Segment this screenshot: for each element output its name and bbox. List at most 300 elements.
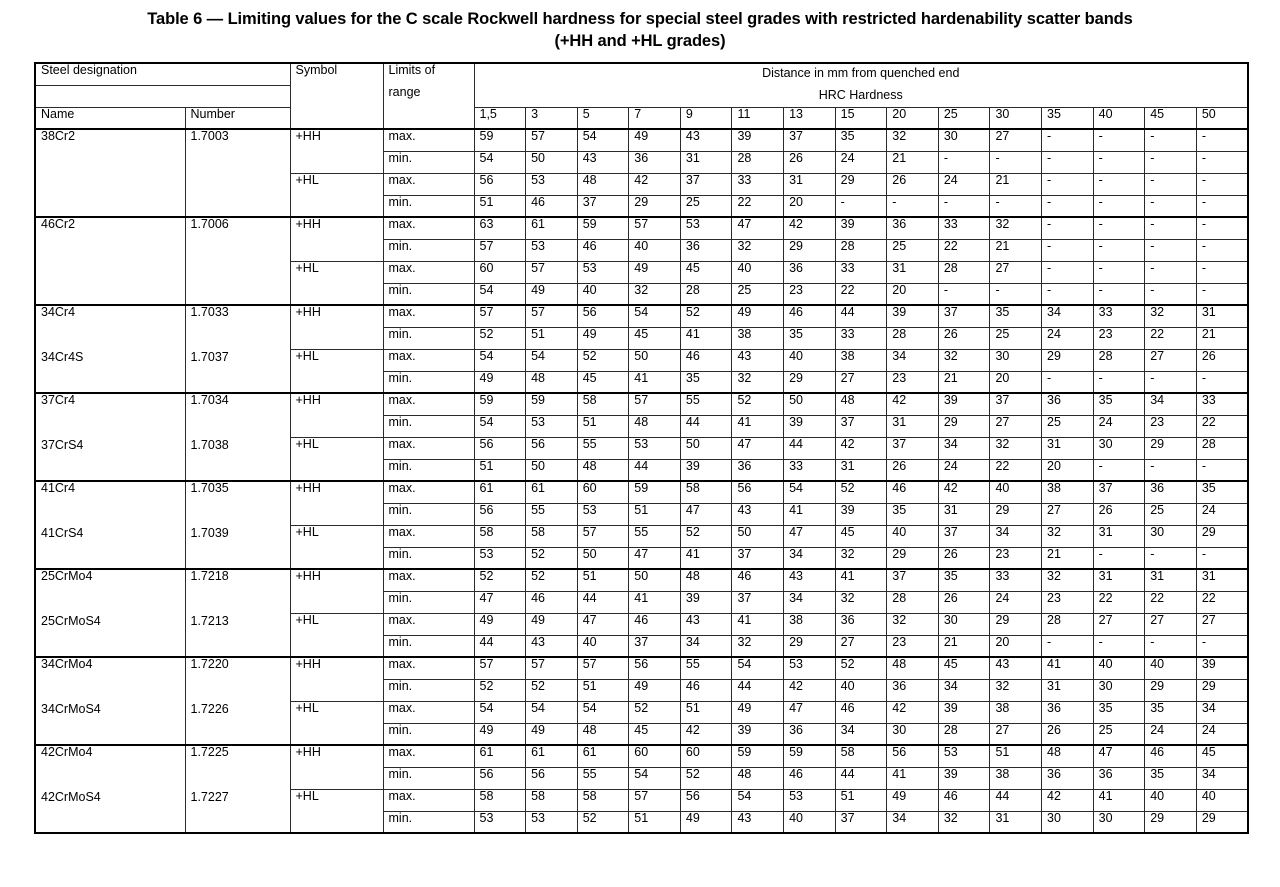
hrc-value-cell: 43 — [577, 151, 629, 173]
hrc-value-cell: - — [1093, 459, 1145, 481]
hrc-value-cell: 33 — [784, 459, 836, 481]
hrc-value-cell: 37 — [629, 635, 681, 657]
hrc-value-cell: 45 — [680, 261, 732, 283]
hrc-value-cell: 29 — [784, 239, 836, 261]
hrc-value-cell: 37 — [887, 437, 939, 459]
hrc-value-cell: 29 — [1196, 525, 1248, 547]
hrc-value-cell: 48 — [526, 371, 578, 393]
limit-cell: min. — [383, 239, 474, 261]
hrc-value-cell: 24 — [938, 173, 990, 195]
hrc-value-cell: 28 — [1042, 613, 1094, 635]
hrc-value-cell: - — [1196, 151, 1248, 173]
limit-cell: min. — [383, 283, 474, 305]
table-row — [35, 745, 1248, 767]
steel-name-primary: 42CrMo4 — [41, 745, 93, 759]
header-distance-50: 50 — [1196, 107, 1248, 129]
hrc-value-cell: 58 — [680, 481, 732, 503]
hrc-value-cell: 41 — [732, 415, 784, 437]
hrc-value-cell: 46 — [732, 569, 784, 591]
header-distance-9: 9 — [680, 107, 732, 129]
hrc-value-cell: 34 — [938, 437, 990, 459]
hrc-value-cell: 56 — [526, 767, 578, 789]
hrc-value-cell: - — [1042, 283, 1094, 305]
hrc-value-cell: 54 — [526, 349, 578, 371]
hrc-value-cell: - — [1145, 371, 1197, 393]
hrc-value-cell: - — [1145, 261, 1197, 283]
table-row — [35, 129, 1248, 151]
hrc-value-cell: 32 — [732, 371, 784, 393]
hrc-value-cell: - — [1093, 129, 1145, 151]
hrc-value-cell: 28 — [887, 591, 939, 613]
hrc-value-cell: 40 — [1196, 789, 1248, 811]
hrc-value-cell: 45 — [577, 371, 629, 393]
hrc-value-cell: 58 — [474, 789, 526, 811]
hrc-value-cell: 47 — [784, 525, 836, 547]
hrc-value-cell: 39 — [887, 305, 939, 327]
hrc-value-cell: 22 — [1145, 591, 1197, 613]
hrc-value-cell: 43 — [680, 129, 732, 151]
header-name: Name — [35, 107, 185, 129]
hrc-value-cell: 59 — [474, 393, 526, 415]
symbol-cell: +HL — [290, 173, 383, 217]
hrc-value-cell: 20 — [990, 635, 1042, 657]
hrc-value-cell: 26 — [887, 459, 939, 481]
hrc-value-cell: 52 — [835, 657, 887, 679]
hrc-value-cell: 44 — [474, 635, 526, 657]
hrc-value-cell: 53 — [474, 811, 526, 833]
hrc-value-cell: 53 — [474, 547, 526, 569]
hrc-value-cell: 58 — [526, 789, 578, 811]
hrc-value-cell: 39 — [938, 393, 990, 415]
hrc-value-cell: 60 — [680, 745, 732, 767]
hrc-value-cell: - — [1196, 283, 1248, 305]
hrc-value-cell: 32 — [732, 635, 784, 657]
hrc-value-cell: 58 — [577, 393, 629, 415]
steel-number-primary: 1.7033 — [190, 305, 229, 319]
hrc-value-cell: 26 — [784, 151, 836, 173]
hrc-value-cell: 48 — [680, 569, 732, 591]
hrc-value-cell: 46 — [577, 239, 629, 261]
hrc-value-cell: 52 — [629, 701, 681, 723]
hrc-value-cell: 36 — [835, 613, 887, 635]
hrc-value-cell: - — [1093, 547, 1145, 569]
hrc-value-cell: 23 — [990, 547, 1042, 569]
steel-number-cell — [185, 393, 290, 481]
hrc-value-cell: 52 — [526, 569, 578, 591]
hrc-value-cell: 32 — [835, 547, 887, 569]
limit-cell: max. — [383, 525, 474, 547]
hrc-value-cell: 21 — [938, 371, 990, 393]
hrc-value-cell: 48 — [732, 767, 784, 789]
hrc-value-cell: 53 — [526, 239, 578, 261]
hrc-value-cell: 53 — [526, 173, 578, 195]
hrc-value-cell: 40 — [835, 679, 887, 701]
hrc-value-cell: - — [938, 151, 990, 173]
hrc-value-cell: 44 — [835, 305, 887, 327]
hrc-value-cell: 48 — [629, 415, 681, 437]
hrc-value-cell: 23 — [887, 635, 939, 657]
hrc-value-cell: 47 — [732, 437, 784, 459]
symbol-cell: +HL — [290, 437, 383, 481]
header-distance-35: 35 — [1042, 107, 1094, 129]
header-limits-line1: Limits of — [388, 63, 436, 77]
hrc-value-cell: 24 — [1093, 415, 1145, 437]
hrc-value-cell: 54 — [474, 283, 526, 305]
hrc-value-cell: 52 — [680, 305, 732, 327]
hrc-value-cell: 54 — [474, 415, 526, 437]
hrc-value-cell: 28 — [1196, 437, 1248, 459]
hrc-value-cell: 49 — [732, 305, 784, 327]
hrc-value-cell: 48 — [835, 393, 887, 415]
hrc-value-cell: - — [1196, 371, 1248, 393]
steel-number-primary: 1.7034 — [190, 393, 229, 407]
hrc-value-cell: 36 — [1145, 481, 1197, 503]
steel-name-cell — [35, 569, 185, 657]
hrc-value-cell: 41 — [1042, 657, 1094, 679]
hrc-value-cell: 61 — [526, 481, 578, 503]
table-row — [35, 657, 1248, 679]
hrc-value-cell: 26 — [1042, 723, 1094, 745]
hrc-value-cell: 63 — [474, 217, 526, 239]
hrc-value-cell: 40 — [577, 635, 629, 657]
limit-cell: min. — [383, 327, 474, 349]
hrc-value-cell: 58 — [526, 525, 578, 547]
hrc-value-cell: 23 — [1145, 415, 1197, 437]
hrc-value-cell: 43 — [732, 503, 784, 525]
steel-number-primary: 1.7006 — [190, 217, 229, 231]
hrc-value-cell: - — [1093, 195, 1145, 217]
hrc-value-cell: 31 — [1196, 305, 1248, 327]
hrc-value-cell: 36 — [784, 723, 836, 745]
hrc-value-cell: 40 — [732, 261, 784, 283]
hrc-value-cell: 33 — [732, 173, 784, 195]
hrc-value-cell: - — [1196, 635, 1248, 657]
hrc-value-cell: 28 — [938, 723, 990, 745]
hrc-value-cell: 45 — [629, 327, 681, 349]
hrc-value-cell: - — [938, 195, 990, 217]
hrc-value-cell: 34 — [835, 723, 887, 745]
hrc-value-cell: 27 — [1196, 613, 1248, 635]
hrc-value-cell: 30 — [1093, 811, 1145, 833]
hrc-value-cell: 39 — [680, 459, 732, 481]
steel-name-cell — [35, 217, 185, 305]
hrc-value-cell: - — [1196, 261, 1248, 283]
hrc-value-cell: 54 — [577, 701, 629, 723]
hrc-value-cell: 49 — [474, 613, 526, 635]
hrc-value-cell: 20 — [1042, 459, 1094, 481]
hrc-value-cell: 46 — [526, 195, 578, 217]
hrc-value-cell: 56 — [887, 745, 939, 767]
limit-cell: min. — [383, 767, 474, 789]
hrc-value-cell: - — [1042, 217, 1094, 239]
hrc-value-cell: 49 — [474, 723, 526, 745]
hrc-value-cell: 53 — [526, 415, 578, 437]
hrc-value-cell: 34 — [1196, 701, 1248, 723]
hrc-value-cell: - — [1093, 173, 1145, 195]
hrc-value-cell: 49 — [887, 789, 939, 811]
hrc-value-cell: 50 — [680, 437, 732, 459]
hrc-value-cell: 50 — [732, 525, 784, 547]
hrc-value-cell: 38 — [990, 767, 1042, 789]
hrc-value-cell: 29 — [1042, 349, 1094, 371]
hrc-value-cell: 35 — [887, 503, 939, 525]
hrc-value-cell: 34 — [1042, 305, 1094, 327]
hrc-value-cell: - — [1093, 261, 1145, 283]
header-distance-title: Distance in mm from quenched end — [762, 66, 960, 80]
hrc-value-cell: 20 — [990, 371, 1042, 393]
hrc-value-cell: 34 — [784, 547, 836, 569]
hrc-value-cell: 44 — [732, 679, 784, 701]
hrc-value-cell: 31 — [1042, 437, 1094, 459]
table-row — [35, 481, 1248, 503]
hrc-value-cell: 30 — [1145, 525, 1197, 547]
hrc-value-cell: 49 — [526, 283, 578, 305]
hrc-value-cell: 46 — [938, 789, 990, 811]
hrc-value-cell: 57 — [526, 129, 578, 151]
hrc-value-cell: 57 — [629, 217, 681, 239]
hrc-value-cell: 36 — [1042, 767, 1094, 789]
steel-number-cell — [185, 305, 290, 393]
hrc-value-cell: 32 — [835, 591, 887, 613]
hrc-value-cell: 42 — [784, 217, 836, 239]
hrc-value-cell: 40 — [577, 283, 629, 305]
hrc-value-cell: - — [1093, 635, 1145, 657]
hrc-value-cell: 33 — [938, 217, 990, 239]
hrc-value-cell: 34 — [680, 635, 732, 657]
hrc-value-cell: 39 — [938, 701, 990, 723]
page-title-line2: (+HH and +HL grades) — [554, 32, 726, 51]
steel-number-cell — [185, 481, 290, 569]
hrc-value-cell: - — [990, 195, 1042, 217]
table-body — [35, 129, 1248, 833]
hrc-value-cell: - — [938, 283, 990, 305]
hrc-value-cell: 29 — [1196, 679, 1248, 701]
limit-cell: max. — [383, 129, 474, 151]
hrc-value-cell: 40 — [784, 811, 836, 833]
hrc-value-cell: 21 — [887, 151, 939, 173]
hrc-value-cell: 41 — [680, 327, 732, 349]
hrc-value-cell: 41 — [1093, 789, 1145, 811]
steel-number-secondary: 1.7213 — [190, 614, 229, 628]
steel-number-secondary: 1.7227 — [190, 790, 229, 804]
hrc-value-cell: 29 — [887, 547, 939, 569]
hrc-value-cell: 29 — [784, 635, 836, 657]
hrc-value-cell: 30 — [1093, 679, 1145, 701]
steel-number-primary: 1.7218 — [190, 569, 229, 583]
hrc-value-cell: 35 — [1093, 393, 1145, 415]
hrc-value-cell: - — [1042, 371, 1094, 393]
hrc-value-cell: 53 — [680, 217, 732, 239]
hrc-value-cell: 27 — [990, 723, 1042, 745]
limit-cell: min. — [383, 151, 474, 173]
hrc-value-cell: 52 — [835, 481, 887, 503]
header-hrc-title: HRC Hardness — [818, 87, 903, 102]
hrc-value-cell: 30 — [887, 723, 939, 745]
hrc-value-cell: 51 — [577, 569, 629, 591]
hrc-value-cell: 35 — [784, 327, 836, 349]
hrc-value-cell: 57 — [629, 393, 681, 415]
hrc-value-cell: 39 — [1196, 657, 1248, 679]
hrc-value-cell: - — [1093, 371, 1145, 393]
hrc-value-cell: 24 — [938, 459, 990, 481]
limit-cell: min. — [383, 503, 474, 525]
hrc-value-cell: 37 — [732, 547, 784, 569]
hrc-value-cell: 56 — [629, 657, 681, 679]
hrc-value-cell: 51 — [680, 701, 732, 723]
hrc-value-cell: - — [1145, 195, 1197, 217]
hrc-value-cell: 23 — [887, 371, 939, 393]
hrc-value-cell: 43 — [990, 657, 1042, 679]
hrc-value-cell: 42 — [1042, 789, 1094, 811]
symbol-cell: +HH — [290, 393, 383, 437]
symbol-cell: +HH — [290, 745, 383, 789]
hrc-value-cell: - — [1196, 195, 1248, 217]
hrc-value-cell: 53 — [784, 657, 836, 679]
hrc-value-cell: 34 — [887, 811, 939, 833]
header-distance-45: 45 — [1145, 107, 1197, 129]
limit-cell: max. — [383, 173, 474, 195]
hrc-value-cell: 24 — [1196, 723, 1248, 745]
hrc-value-cell: 31 — [1093, 569, 1145, 591]
hrc-value-cell: 27 — [1145, 613, 1197, 635]
hrc-value-cell: 37 — [938, 525, 990, 547]
hrc-value-cell: 24 — [1196, 503, 1248, 525]
steel-number-secondary: 1.7226 — [190, 702, 229, 716]
hrc-value-cell: 35 — [680, 371, 732, 393]
limit-cell: min. — [383, 195, 474, 217]
hrc-value-cell: 32 — [1042, 525, 1094, 547]
hrc-value-cell: 43 — [732, 349, 784, 371]
hrc-value-cell: - — [1145, 217, 1197, 239]
hrc-value-cell: 22 — [732, 195, 784, 217]
hrc-value-cell: 38 — [835, 349, 887, 371]
header-limits-line2: range — [388, 84, 421, 99]
hrc-value-cell: 59 — [526, 393, 578, 415]
hrc-value-cell: 54 — [526, 701, 578, 723]
header-distance-25: 25 — [938, 107, 990, 129]
header-row-bottom — [35, 107, 1248, 129]
hardness-table — [34, 62, 1249, 834]
hardness-table-wrapper — [34, 62, 1247, 834]
hrc-value-cell: 53 — [526, 811, 578, 833]
hrc-value-cell: - — [1093, 283, 1145, 305]
steel-name-cell — [35, 129, 185, 217]
steel-name-primary: 38Cr2 — [41, 129, 76, 143]
hrc-value-cell: 22 — [1145, 327, 1197, 349]
hrc-value-cell: 41 — [629, 591, 681, 613]
steel-number-cell — [185, 217, 290, 305]
hrc-value-cell: 46 — [887, 481, 939, 503]
hrc-value-cell: - — [1196, 217, 1248, 239]
hrc-value-cell: 25 — [732, 283, 784, 305]
limit-cell: max. — [383, 261, 474, 283]
hrc-value-cell: - — [1093, 217, 1145, 239]
table-row — [35, 569, 1248, 591]
symbol-cell: +HH — [290, 481, 383, 525]
hrc-value-cell: - — [1196, 173, 1248, 195]
hrc-value-cell: 43 — [732, 811, 784, 833]
hrc-value-cell: 35 — [938, 569, 990, 591]
hrc-value-cell: 58 — [474, 525, 526, 547]
hrc-value-cell: 30 — [1093, 437, 1145, 459]
hrc-value-cell: 51 — [835, 789, 887, 811]
hrc-value-cell: 21 — [990, 173, 1042, 195]
hrc-value-cell: 56 — [474, 503, 526, 525]
hrc-value-cell: - — [1145, 459, 1197, 481]
hrc-value-cell: 46 — [526, 591, 578, 613]
hrc-value-cell: 43 — [526, 635, 578, 657]
hrc-value-cell: 60 — [629, 745, 681, 767]
limit-cell: min. — [383, 591, 474, 613]
hrc-value-cell: 33 — [1093, 305, 1145, 327]
limit-cell: min. — [383, 679, 474, 701]
hrc-value-cell: 36 — [887, 217, 939, 239]
hrc-value-cell: 51 — [629, 811, 681, 833]
hrc-value-cell: 56 — [474, 437, 526, 459]
hrc-value-cell: 51 — [474, 459, 526, 481]
hrc-value-cell: 54 — [629, 305, 681, 327]
hrc-value-cell: 54 — [784, 481, 836, 503]
hrc-value-cell: 26 — [938, 591, 990, 613]
hrc-value-cell: - — [1145, 239, 1197, 261]
hrc-value-cell: 61 — [526, 745, 578, 767]
hrc-value-cell: 24 — [1042, 327, 1094, 349]
limit-cell: max. — [383, 657, 474, 679]
hrc-value-cell: - — [835, 195, 887, 217]
hrc-value-cell: 39 — [784, 415, 836, 437]
hrc-value-cell: 32 — [887, 613, 939, 635]
hrc-value-cell: 32 — [990, 217, 1042, 239]
hrc-value-cell: 20 — [784, 195, 836, 217]
limit-cell: min. — [383, 547, 474, 569]
hrc-value-cell: 37 — [835, 811, 887, 833]
hrc-value-cell: - — [1042, 635, 1094, 657]
hrc-value-cell: 29 — [938, 415, 990, 437]
limit-cell: max. — [383, 789, 474, 811]
header-symbol: Symbol — [290, 63, 383, 129]
steel-name-secondary: 34Cr4S — [41, 350, 84, 364]
hrc-value-cell: 23 — [784, 283, 836, 305]
hrc-value-cell: 27 — [835, 635, 887, 657]
hrc-value-cell: 32 — [629, 283, 681, 305]
hrc-value-cell: 49 — [577, 327, 629, 349]
hrc-value-cell: 52 — [680, 767, 732, 789]
symbol-cell: +HH — [290, 569, 383, 613]
hrc-value-cell: 51 — [577, 679, 629, 701]
hrc-value-cell: 46 — [835, 701, 887, 723]
limit-cell: min. — [383, 723, 474, 745]
symbol-cell: +HL — [290, 701, 383, 745]
hrc-value-cell: 34 — [1145, 393, 1197, 415]
limit-cell: max. — [383, 745, 474, 767]
hrc-value-cell: 41 — [887, 767, 939, 789]
hrc-value-cell: 59 — [474, 129, 526, 151]
hrc-value-cell: 27 — [990, 415, 1042, 437]
hrc-value-cell: 56 — [732, 481, 784, 503]
hrc-value-cell: 29 — [1145, 437, 1197, 459]
hrc-value-cell: 53 — [577, 261, 629, 283]
symbol-cell: +HL — [290, 789, 383, 833]
hrc-value-cell: 25 — [990, 327, 1042, 349]
steel-number-primary: 1.7003 — [190, 129, 229, 143]
hrc-value-cell: 30 — [938, 613, 990, 635]
hrc-value-cell: 44 — [784, 437, 836, 459]
steel-name-cell — [35, 657, 185, 745]
hrc-value-cell: 28 — [835, 239, 887, 261]
hrc-value-cell: 32 — [938, 811, 990, 833]
table-header — [35, 63, 1248, 129]
steel-name-cell — [35, 305, 185, 393]
